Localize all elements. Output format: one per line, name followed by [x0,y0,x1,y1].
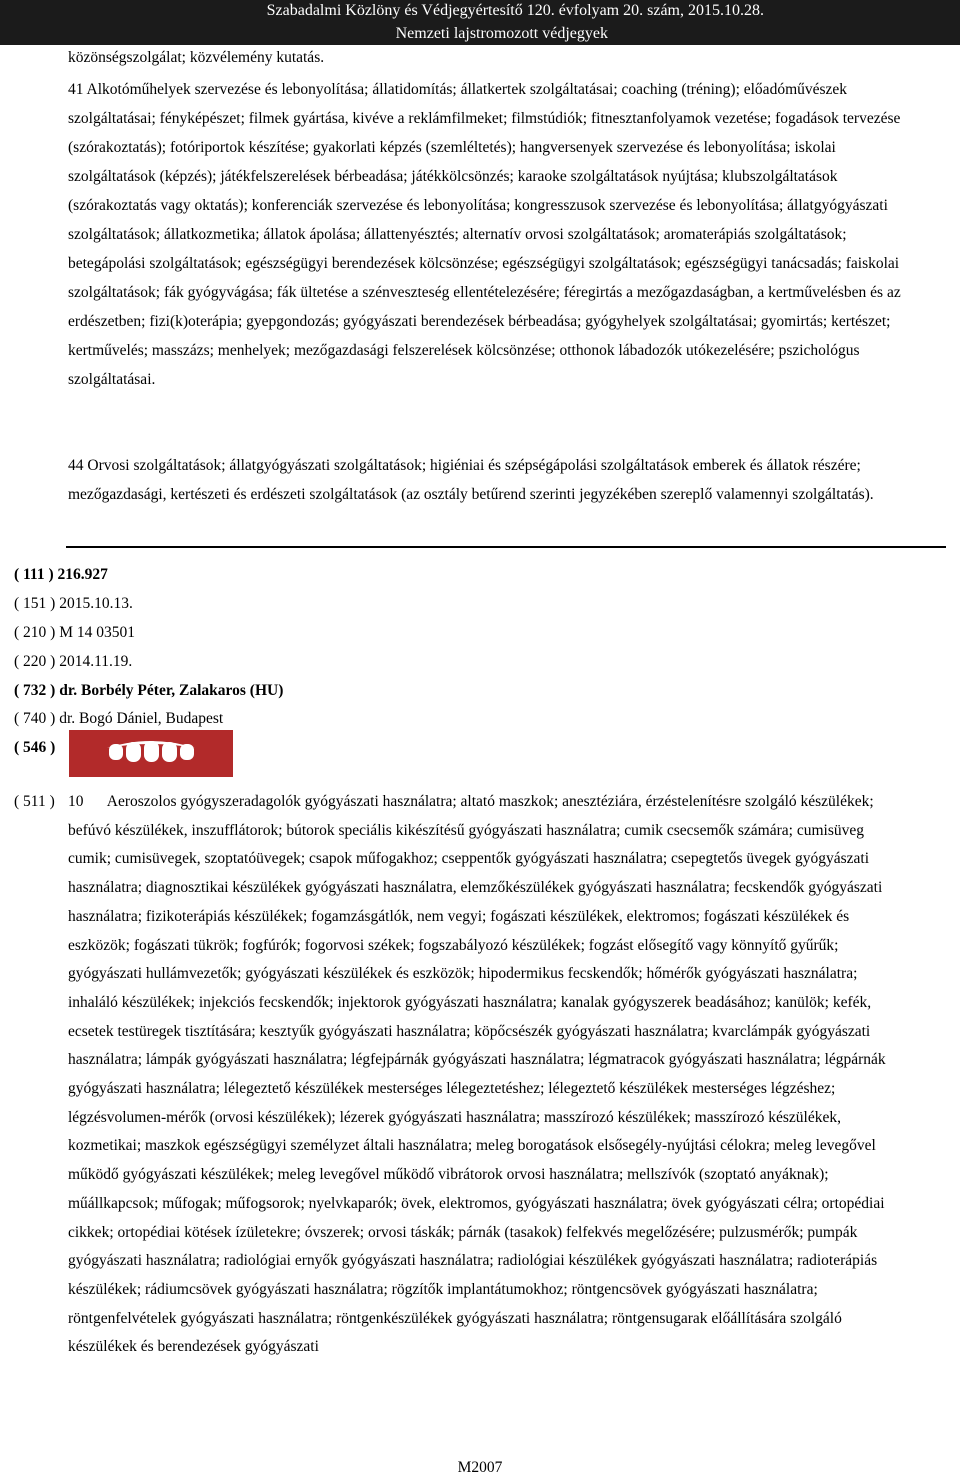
record-divider [66,546,946,548]
field-code: ( 220 ) [14,653,56,670]
field-220 [14,651,132,673]
class-44-entry [68,451,908,509]
teeth-smile-icon [69,730,233,777]
representative-name: dr. Bogó Dániel, Budapest [59,710,224,727]
class-44-text: 44 Orvosi szolgáltatások; állatgyógyászati szolgáltatások; higiéniai és szépségápolási szolgáltatások emberek és állatok részére; mezőgazdasági, kertészeti és erdészeti szolgáltatások (az osztály betűrend szerinti jegyzékében szereplő valamennyi szolgáltatás). [68,457,874,503]
field-151 [14,593,133,615]
goods-list: Aeroszolos gyógyszeradagolók gyógyászati használatra; altató maszkok; anesztéziára, érzéstelenítésre szolgáló készülékek; befúvó készülékek, inszufflátorok; bútorok speciális kikészítésű gyógyászati használatra; cumik csecsemők számára; cumisüveg cumik; cumisüvegek, szoptatóüvegek; csapok műfogakhoz; cseppentők gyógyászati használatra; csepegtetős üvegek gyógyászati használatra; diagnosztikai készülékek gyógyászati használatra, elemzőkészülékek gyógyászati használatra; fecskendők gyógyászati használatra; fizikoterápiás készülékek; fogamzásgátlók, nem vegyi; fogászati készülékek, elektromos; fogászati készülékek és eszközök; fogászati tükrök; fogfúrók; fogorvosi székek; fogszabályozó készülékek; fogzást elősegítő vagy könnyítő gyűrűk; gyógyászati hullámvezetők; gyógyászati készülékek és eszközök; hipodermikus fecskendők; hőmérők gyógyászati használatra; inhaláló készülékek; injekciós fecskendők; injektorok gyógyászati használatra; kanalak gyógyszerek beadásához; kanülök; kefék, ecsetek testüregek tisztítására; kesztyűk gyógyászati használatra; köpőcsészék gyógyászati használatra; kvarclámpák gyógyászati használatra; lámpák gyógyászati használatra; légfejpárnák gyógyászati használatra; légmatracok gyógyászati használatra; légpárnák gyógyászati használatra; lélegeztető készülékek mesterséges lélegeztetéshez; lélegeztető készülékek mesterséges légzéshez; légzésvolumen-mérők (orvosi készülékek); lézerek gyógyászati használatra; masszírozó készülékek; masszírozó készülékek, kozmetikai; maszkok egészségügyi személyzet általi használatra; meleg borogatások elsősegély-nyújtási célokra; meleg levegővel működő gyógyászati készülékek; meleg levegővel működő vibrátorok orvosi használatra; mellszívók (szoptató anyáknak); műállkapcsok; műfogak; műfogsorok; nyelvkaparók; övek, elektromos, gyógyászati használatra; övek gyógyászati célra; ortopédiai cikkek; ortopédiai kötések ízületekre; óvszerek; orvosi táskák; párnák (tasakok) felfekvés megelőzésére; pulzusmérők; pumpák gyógyászati használatra; radiológiai ernyők gyógyászati használatra; radiológiai készülékek gyógyászati használatra; radioterápiás készülékek; rádiumcsövek gyógyászati használatra; rögzítők implantátumokhoz; röntgencsövek gyógyászati használatra; röntgenfelvételek gyógyászati használatra; röntgenkészülékek gyógyászati használatra; röntgensugarak előállítására szolgáló készülékek és berendezések gyógyászati [68,793,886,1356]
field-740 [14,708,223,730]
application-number: M 14 03501 [59,624,135,641]
holder-name: dr. Borbély Péter, Zalakaros (HU) [59,682,284,699]
filing-date: 2014.11.19. [59,653,133,670]
field-546 [14,737,55,759]
field-code: ( 511 ) [14,793,55,810]
section-title: Nemzeti lajstromozott védjegyek [395,25,608,42]
page-number: M2007 [457,1459,503,1476]
field-code: ( 111 ) [14,566,54,583]
continued-text: közönségszolgálat; közvélemény kutatás. [68,49,325,66]
journal-title: Szabadalmi Közlöny és Védjegyértesítő 120. évfolyam 20. szám, 2015.10.28. [266,2,764,19]
registration-date: 2015.10.13. [59,595,133,612]
class-41-text: 41 Alkotóműhelyek szervezése és lebonyolítása; állatidomítás; állatkertek szolgáltatásai; coaching (tréning); előadóművészek szolgáltatásai; fényképészet; filmek gyártása, kivéve a reklámfilmeket; filmstúdiók; fitnesztanfolyamok vezetése; fogadások tervezése (szórakoztatás); fotóriportok készítése; gyakorlati képzés (szemléltetés); hangversenyek szervezése és lebonyolítása; iskolai szolgáltatások (képzés); játékfelszerelések bérbeadása; játékkölcsönzés; karaoke szolgáltatások nyújtása; klubszolgáltatások (szórakoztatás vagy oktatás); konferenciák szervezése és lebonyolítása; kongresszusok szervezése és lebonyolítása; állatgyógyászati szolgáltatások; állatkozmetika; állatok ápolása; állattenyésztés; alternatív orvosi szolgáltatások; aromaterápiás szolgáltatások; betegápolási szolgáltatások; egészségügyi berendezések kölcsönzése; egészségügyi szolgáltatások; egészségügyi tanácsadás; faiskolai szolgáltatások; fák gyógyvágása; fák ültetése a szénveszteség ellentételezésére; féregirtás a mezőgazdaságban, a kertművelésben és az erdészetben; fizi(k)oterápia; gyepgondozás; gyógyászati berendezések bérbeadása; gyógyhelyek szolgáltatásai; gyomirtás; kertészet; kertművelés; masszázs; menhelyek; mezőgazdasági felszerelések kölcsönzése; otthonok lábadozók utókezelésére; pszichológus szolgáltatásai. [68,81,901,388]
field-code: ( 732 ) [14,682,56,699]
trademark-logo [69,730,233,777]
field-511 [14,788,908,1362]
field-code: ( 740 ) [14,710,56,727]
field-732 [14,680,283,702]
field-111 [14,564,108,586]
class-41-entry [68,75,908,394]
field-210 [14,622,135,644]
registration-number: 216.927 [57,566,108,583]
field-code: ( 546 ) [14,739,56,756]
field-code: ( 151 ) [14,595,56,612]
nice-class-number: 10 [68,793,84,810]
journal-header [0,0,960,45]
field-code: ( 210 ) [14,624,56,641]
